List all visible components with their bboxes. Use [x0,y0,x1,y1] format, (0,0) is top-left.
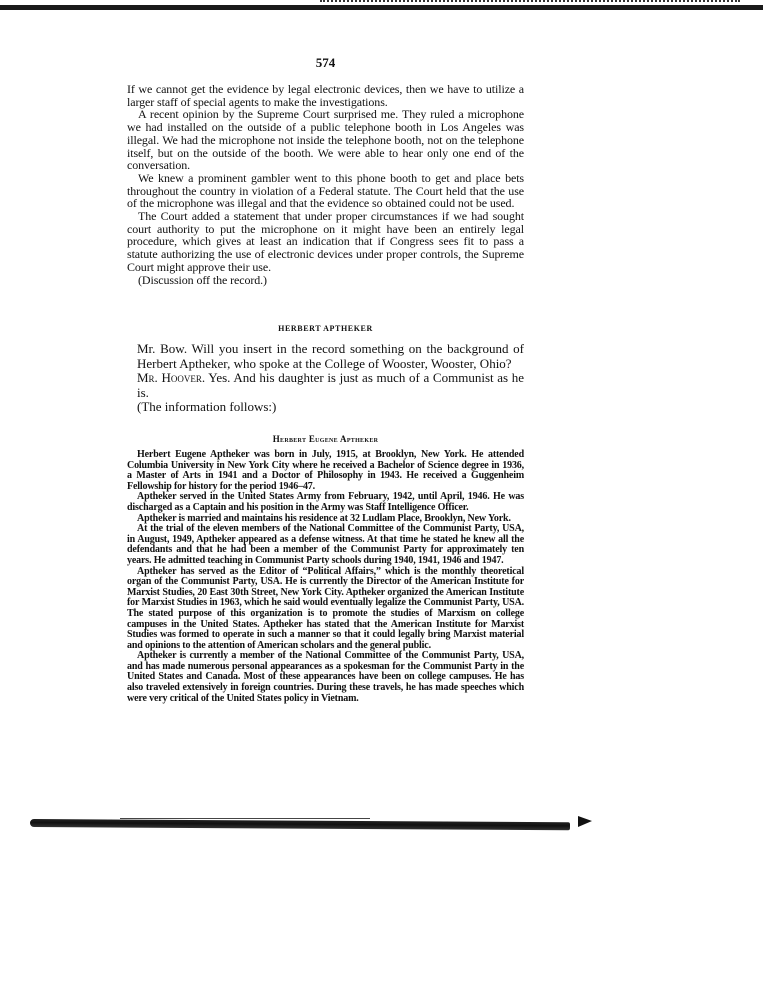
bio-paragraph: Aptheker is currently a member of the National Committee of the Communist Party, USA, and has made numerous personal appearances as a spokesman for the Communist Party in the United States and Canada. Most of these appearances have been on college campuses. He has also traveled extensively in foreign countries. During these travels, he has made speeches which were very critical of the United States policy in Vietnam. [127,650,524,704]
paragraph: If we cannot get the evidence by legal electronic devices, then we have to utilize a larger staff of special agents to make the investigations. [127,82,524,109]
information-note: (The information follows:) [137,399,277,414]
top-border-rule [0,5,763,10]
hoover-statement [137,371,524,400]
dialog-text [137,342,524,415]
bottom-border-rule [30,819,570,830]
paragraph: (Discussion off the record.) [138,272,267,287]
bio-paragraph: Aptheker served in the United States Army from February, 1942, until April, 1946. He was discharged as a Captain and his position in the Army was Staff Intelligence Officer. [127,491,524,513]
bio-text [127,450,524,704]
paragraph: We knew a prominent gambler went to this phone booth to get and place bets throughout the country in violation of a Federal statute. The Court held that the use of the microphone was illegal and that the evidence so obtained could not be used. [127,170,524,211]
statement-text: Yes. And his daughter is just as much of a Communist as he is. [137,370,524,400]
section-heading: HERBERT APTHEKER [278,324,373,333]
paragraph: The Court added a statement that under proper circumstances if we had sought court authority to put the microphone on it might have been an entirely legal procedure, which gives at least an indication that if Congress sees fit to pass a statute authorizing the use of electronic devices under proper controls, the Supreme Court might approve their use. [127,209,524,274]
bow-statement [137,342,524,371]
testimony-text [127,83,524,286]
speaker-bow: Mr. Bow. [137,341,188,356]
bio-paragraph: Aptheker has served as the Editor of “Political Affairs,” which is the monthly theoretical organ of the Communist Party, USA. He is currently the Director of the American Institute for Marxist Studies, 20 East 30th Street, New York City. Aptheker organized the American Institute for Marxist Studies in 1963, which he said would eventually legalize the Communist Party, USA. The stated purpose of this organization is to promote the studies of Marxism on college campuses in the United States. Aptheker has stated that the American Institute for Marxist Studies was formed to operate in such a manner so that it could legally bring Marxist material and opinions to the attention of American scholars and the general public. [127,565,524,651]
speaker-hoover: Mr. Hoover. [137,370,206,385]
bio-heading: Herbert Eugene Aptheker [272,434,379,444]
top-dotted-rule [320,0,740,4]
paragraph: A recent opinion by the Supreme Court surprised me. They ruled a microphone we had installed on the outside of a public telephone booth in Los Angeles was illegal. We had the microphone not inside the telephone booth, not on the telephone itself, but on the outside of the booth. We were able to hear only one end of the conversation. [127,107,524,173]
bio-paragraph: Herbert Eugene Aptheker was born in July, 1915, at Brooklyn, New York. He attended Columbia University in New York City where he received a Bachelor of Science degree in 1936, a Master of Arts in 1941 and a Doctor of Philosophy in 1943. He received a Guggenheim Fellowship for history for the period 1946–47. [127,449,524,492]
page-number: 574 [315,55,336,70]
statement-text: Will you insert in the record something on the background of Herbert Aptheker, who spoke at the College of Wooster, Wooster, Ohio? [137,341,524,371]
bio-paragraph: At the trial of the eleven members of the National Committee of the Communist Party, USA, in August, 1949, Aptheker appeared as a defense witness. At that time he stated he knew all the defendants and that he had been a member of the Communist Party for approximately ten years. He admitted teaching in Communist Party schools during 1940, 1941, 1946 and 1947. [127,523,524,566]
scan-arrow-mark [578,816,592,827]
bio-paragraph: Aptheker is married and maintains his residence at 32 Ludlam Place, Brooklyn, New York. [137,512,511,524]
